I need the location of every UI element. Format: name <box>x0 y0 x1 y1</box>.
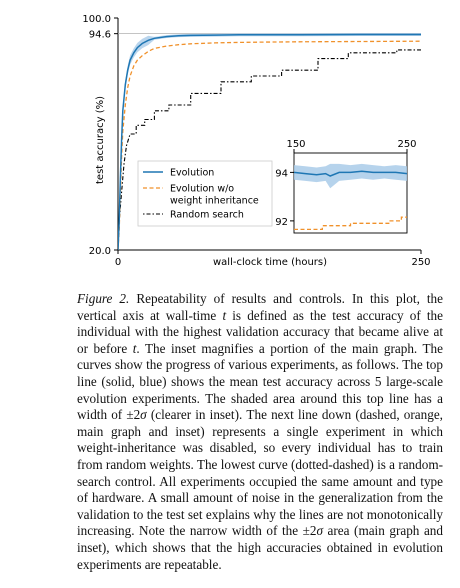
y-tick-label: 94.6 <box>88 29 111 41</box>
legend-label-evolution: Evolution <box>170 167 215 179</box>
caption-text: (clearer in inset). The next line down (dashed, orange, main graph and inset) represents a single experiment in which weight-inheritance was disabled, so every individual has to train from random weights. The lowest curve (dotted-dashed) is a random-search control. All experiments occupied the same amount and type of hardware. A small amount of noise in the generalization from the validation to the test set explains why the lines are not monotonically increasing. Note the narrow width of the ±2 <box>77 407 443 539</box>
y-tick-label: 100.0 <box>82 14 111 25</box>
caption-text: . The inset magnifies a portion of the main graph. The curves show the progress of various experiments, as follows. The top line (solid, blue) shows the mean test accuracy across 5 large-scale evolution experiments. The shaded area around this top line has a width of ±2 <box>77 340 443 423</box>
legend <box>138 161 272 226</box>
inset-x-tick-label: 250 <box>397 139 417 150</box>
inset-plot <box>275 139 416 233</box>
inset-y-tick-label: 94 <box>275 168 288 180</box>
inset-x-tick-label: 150 <box>286 139 306 150</box>
x-tick-label: 250 <box>411 257 431 268</box>
figure-caption <box>77 291 443 573</box>
legend-label-line-1: Evolution w/o <box>170 183 235 195</box>
caption-text: is defined as the test accuracy of the individual with the highest validation accuracy that became alive at or before <box>77 307 443 356</box>
y-axis-label: test accuracy (%) <box>95 96 106 184</box>
legend-label-random-search: Random search <box>170 209 244 221</box>
caption-text: Repeatability of results and controls. In this plot, the vertical axis at wall-time <box>77 291 443 323</box>
caption-symbol: σ <box>140 407 147 423</box>
x-axis-label: wall-clock time (hours) <box>212 257 328 268</box>
y-tick-label: 20.0 <box>88 246 111 257</box>
caption-symbol: t <box>132 340 137 356</box>
caption-text: area (main graph and inset), which shows that the high accuracies obtained in evolution experiments are repeatable. <box>77 523 443 572</box>
x-tick-label: 0 <box>114 257 122 268</box>
figure-2 <box>0 0 460 282</box>
caption-symbol: σ <box>316 523 323 539</box>
inset-y-tick-label: 92 <box>275 216 288 228</box>
legend-label-line-2: weight inheritance <box>170 195 259 207</box>
caption-label: Figure 2. <box>77 291 130 306</box>
caption-symbol: t <box>222 307 227 323</box>
